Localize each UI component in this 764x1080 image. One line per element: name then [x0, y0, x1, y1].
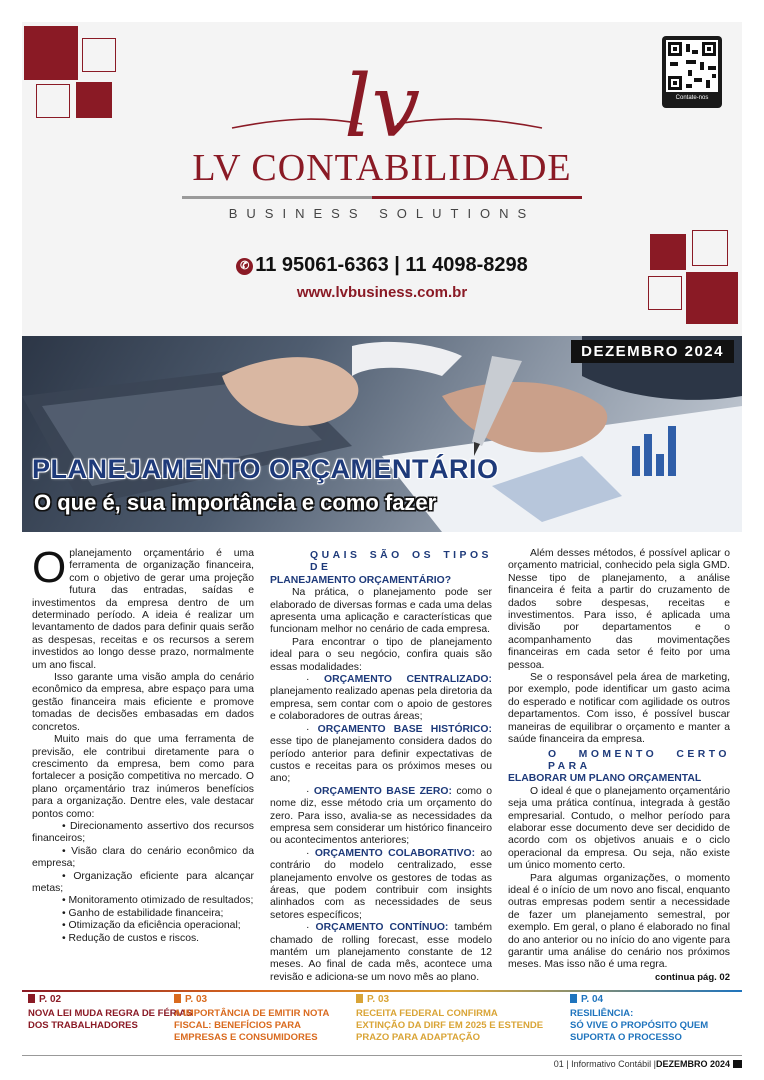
budget-type-item: · ORÇAMENTO BASE HISTÓRICO: esse tipo de planejamento considera dados do período anterior para definir expectativas de custos e receitas para os próximos meses ou ano;	[270, 723, 492, 785]
issue-date-badge: DEZEMBRO 2024	[571, 340, 734, 363]
logo-script-icon	[22, 58, 742, 148]
headline: PLANEJAMENTO ORÇAMENTÁRIO	[32, 454, 499, 484]
brand-tagline: BUSINESS SOLUTIONS	[228, 206, 536, 221]
article-paragraph: Para algumas organizações, o momento ideal é o início de um novo ano fiscal, enquanto outras empresas podem sentir a necessidade de fazer um planejamento semestral, por exemplo. Em geral, o plano é elaborado no final do ano anterior ou no início do ano vigente para garantir uma análise do cenário nos próximos meses. Mas isso não é uma regra.	[508, 872, 730, 971]
article-paragraph: Se o responsável pela área de marketing, por exemplo, pode identificar um gasto acima do esperado e notificar com agilidade os outros departamentos. Com isso, é possível buscar maneiras de equilibrar o orçamento e manter a saúde financeira da empresa.	[508, 672, 730, 746]
section-heading: QUAIS SÃO OS TIPOS DE PLANEJAMENTO ORÇAMENTÁRIO?	[270, 550, 492, 586]
inside-teasers	[28, 994, 740, 1054]
teaser-item[interactable]	[174, 994, 344, 1044]
drop-cap: O	[32, 543, 67, 592]
masthead	[22, 22, 742, 336]
section-heading: O MOMENTO CERTO PARA ELABORAR UM PLANO ORÇAMENTAL	[508, 748, 730, 785]
article-paragraph: Oplanejamento orçamentário é uma ferramenta de organização financeira, com o objetivo de gerar uma projeção futura das entradas, saídas e investimentos da empresa dentro de um determinado período. A ideia é realizar um levantamento de dados para definir quais serão as despesas, receitas e os recursos a serem investidos ao longo desse prazo, normalmente um ano fiscal.	[32, 543, 254, 671]
bullet-item: • Organização eficiente para alcançar metas;	[32, 870, 254, 894]
budget-type-item: · ORÇAMENTO CONTÍNUO: também chamado de rolling forecast, esse modelo mantém um planejamento constante de 12 meses. Ao final de cada mês, acontece uma revisão e adiciona-se um novo mês ao plano.	[270, 922, 492, 983]
logo-mark	[22, 58, 742, 153]
phone-numbers: 11 95061-6363 | 11 4098-8298	[255, 254, 528, 276]
website-link[interactable]: www.lvbusiness.com.br	[296, 284, 468, 301]
article-column-1	[32, 543, 255, 945]
page-marker-icon	[28, 994, 35, 1003]
teaser-page: P. 04	[581, 994, 604, 1005]
page-marker-icon	[570, 994, 577, 1003]
bullet-item: • Direcionamento assertivo dos recursos financeiros;	[32, 820, 254, 845]
article-column-3	[508, 548, 730, 984]
article-paragraph: Muito mais do que uma ferramenta de previsão, ele contribui diretamente para o crescimento da empresa, bem como para fortalecer a posição competitiva no mercado. O plano orçamentário traz inúmeros benefícios para a organização. Dentre eles, vale destacar pontos como:	[32, 734, 254, 820]
article-column-2	[270, 548, 492, 984]
edition-date: DEZEMBRO 2024	[655, 1059, 730, 1069]
teaser-item[interactable]	[356, 994, 546, 1044]
bullet-item: • Ganho de estabilidade financeira;	[62, 907, 224, 919]
publication-name: Informativo Contábil	[571, 1059, 652, 1069]
budget-type-item: · ORÇAMENTO COLABORATIVO: ao contrário do modelo centralizado, esse planejamento envolve os gestores de todas as áreas, que podem contribuir com insights alinhados com as necessidades de seus setores específicos;	[270, 847, 492, 921]
hero-banner	[22, 336, 742, 532]
article-paragraph: Para encontrar o tipo de planejamento ideal para o seu negócio, confira quais são essas modalidades:	[270, 636, 492, 673]
budget-type-item: · ORÇAMENTO CENTRALIZADO: planejamento realizado apenas pela diretoria da empresa, sem contar com o apoio de gestores e colaboradores de outras áreas;	[270, 674, 492, 723]
brand-name: LV CONTABILIDADE	[192, 147, 572, 189]
bullet-item: • Redução de custos e riscos.	[62, 932, 200, 944]
teaser-page: P. 03	[367, 994, 390, 1005]
teaser-title: NOVA LEI MUDA REGRA DE FÉRIAS DOS TRABALHADORES	[28, 1008, 193, 1031]
teaser-divider	[22, 990, 742, 992]
bullet-item: • Visão clara do cenário econômico da empresa;	[32, 845, 255, 870]
folio-mark-icon	[733, 1060, 742, 1068]
article-paragraph: Na prática, o planejamento pode ser elaborado de diversas formas e cada uma delas apresenta uma aplicação e características que funcionam melhor no cenário de cada empresa.	[270, 587, 492, 636]
budget-type-item: · ORÇAMENTO BASE ZERO: como o nome diz, esse método cria um orçamento do zero. Para isso, avalia-se as necessidades da empresa sem considerar um histórico financeiro ou acontecimentos anteriores;	[270, 785, 493, 847]
bullet-item: • Monitoramento otimizado de resultados;	[62, 895, 254, 907]
headline-subtitle: O que é, sua importância e como fazer	[34, 490, 437, 515]
teaser-page: P. 02	[39, 994, 62, 1005]
page-folio: 01 | Informativo Contábil |DEZEMBRO 2024	[554, 1059, 742, 1069]
brand-rule	[182, 196, 582, 199]
page-marker-icon	[356, 994, 363, 1003]
logo-script-text: lv	[343, 58, 421, 148]
article-paragraph: O ideal é que o planejamento orçamentário seja uma prática contínua, integrada à gestão empresarial. Contudo, o melhor período para elaborar esse documento deve ser decidido de acordo com os objetivos anuais e o ciclo operacional da empresa. Ou seja, não existe um único momento certo.	[508, 785, 730, 872]
article-paragraph: Isso garante uma visão ampla do cenário econômico da empresa, abre espaço para uma gestão financeira mais eficiente e promove tomadas de decisões embasadas em dados concretos.	[32, 672, 254, 733]
teaser-page: P. 03	[185, 994, 208, 1005]
whatsapp-icon: ✆	[236, 258, 253, 275]
teaser-item[interactable]	[570, 994, 738, 1044]
page-marker-icon	[174, 994, 181, 1003]
continued-link[interactable]: continua pág. 02	[655, 971, 730, 983]
teaser-title: A IMPORTÂNCIA DE EMITIR NOTA FISCAL: BENEFÍCIOS PARA EMPRESAS E CONSUMIDORES	[174, 1008, 329, 1043]
teaser-title: RECEITA FEDERAL CONFIRMA EXTINÇÃO DA DIRF EM 2025 E ESTENDE PRAZO PARA ADAPTAÇÃO	[356, 1008, 544, 1043]
teaser-item[interactable]	[28, 994, 198, 1032]
teaser-title: RESILIÊNCIA: SÓ VIVE O PROPÓSITO QUEM SUPORTA O PROCESSO	[570, 1008, 709, 1043]
qr-label: Contate-nos	[675, 95, 709, 101]
contact-phone[interactable]	[22, 254, 742, 277]
article-paragraph: Além desses métodos, é possível aplicar o orçamento matricial, conhecido pela sigla GMD. Nesse tipo de planejamento, a análise financeira é feita a partir do cruzamento de dados sobre despesas, receitas e investimentos. Para isso, é aplicada uma divisão por departamentos e o acompanhamento das movimentações financeiras em cada setor é feito por uma pessoa.	[508, 548, 730, 671]
page-number: 01	[553, 1059, 564, 1069]
footer-rule	[22, 1055, 742, 1056]
bullet-item: • Otimização da eficiência operacional;	[62, 920, 241, 932]
article-body	[32, 543, 732, 988]
